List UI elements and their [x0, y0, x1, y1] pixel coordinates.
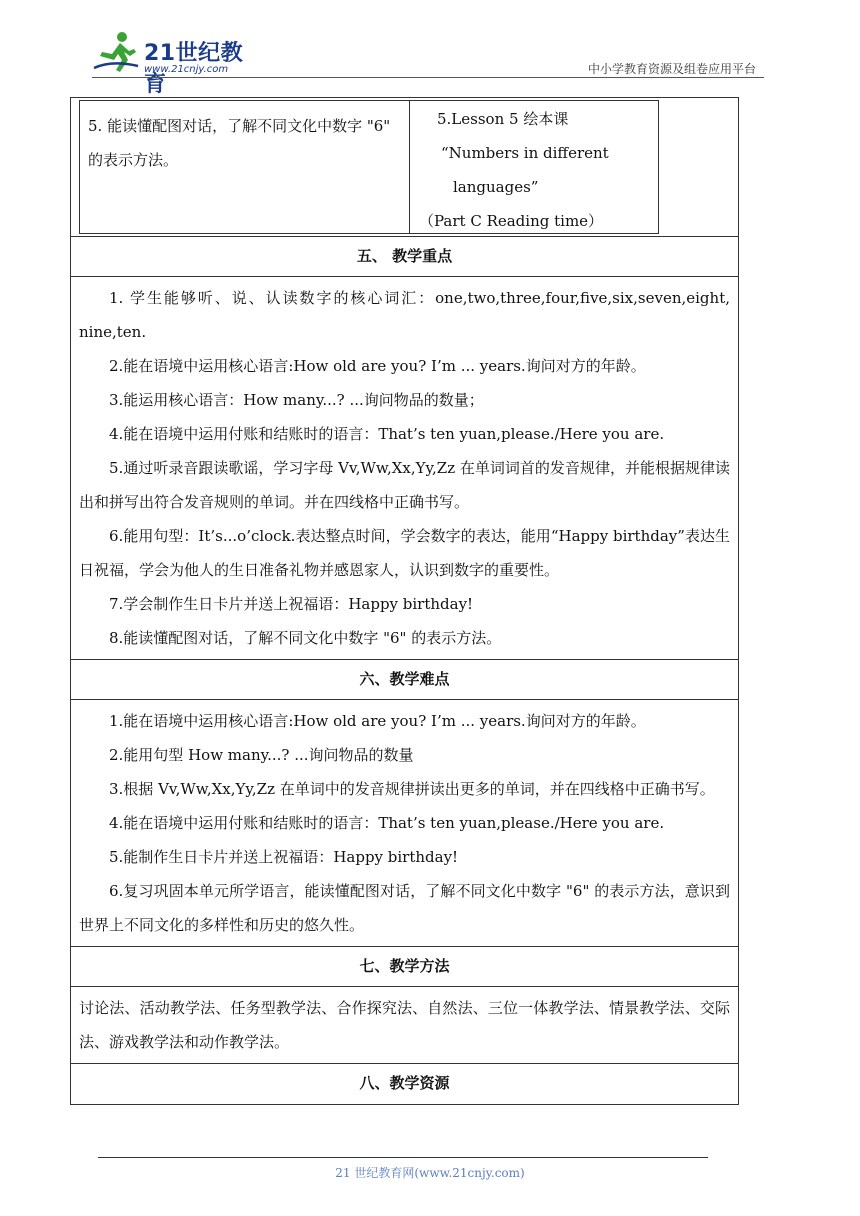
- footer-divider: [98, 1157, 708, 1158]
- logo-url: www.21cnjy.com: [144, 64, 229, 75]
- difficulty-item: 4.能在语境中运用付账和结账时的语言：That’s ten yuan,please./Here you are.: [109, 814, 665, 832]
- difficulty-item: 2.能用句型 How many...? ...询问物品的数量: [109, 746, 414, 764]
- key-point-item: 4.能在语境中运用付账和结账时的语言：That’s ten yuan,please./Here you are.: [109, 425, 665, 443]
- key-point-item: 5.通过听录音跟读歌谣，学习字母 Vv,Ww,Xx,Yy,Zz 在单词词首的发音规律，并能根据规律读出和拼写出符合发音规则的单词。并在四线格中正确书写。: [79, 459, 730, 511]
- section-heading-resources: 八、教学资源: [359, 1074, 450, 1092]
- footer-text[interactable]: 21 世纪教育网(www.21cnjy.com): [335, 1166, 525, 1180]
- key-point-item: 7.学会制作生日卡片并送上祝福语：Happy birthday!: [109, 595, 474, 613]
- section-key-points: [71, 277, 738, 660]
- lesson-plan-table: [70, 97, 739, 1105]
- section-heading-difficulties: 六、教学难点: [71, 660, 738, 700]
- lesson-title-cell: [411, 101, 658, 234]
- lesson-row: [71, 98, 738, 237]
- key-point-item: 1. 学生能够听、说、认读数字的核心词汇：one,two,three,four,five,six,seven,eight, nine,ten.: [79, 289, 730, 341]
- runner-icon: [92, 30, 142, 74]
- key-point-item: 2.能在语境中运用核心语言:How old are you? I’m ... years.询问对方的年龄。: [109, 357, 646, 375]
- key-point-item: 8.能读懂配图对话，了解不同文化中数字 "6" 的表示方法。: [109, 629, 502, 647]
- header-divider: [92, 77, 764, 78]
- lesson-inner-table: [79, 100, 659, 234]
- page-header: [0, 0, 860, 97]
- lesson-title-line: （Part C Reading time）: [419, 212, 604, 230]
- difficulty-item: 5.能制作生日卡片并送上祝福语：Happy birthday!: [109, 848, 459, 866]
- difficulty-item: 6.复习巩固本单元所学语言，能读懂配图对话，了解不同文化中数字 "6" 的表示方法，意识到世界上不同文化的多样性和历史的悠久性。: [79, 882, 730, 934]
- lesson-title-line: “Numbers in different: [441, 144, 609, 162]
- key-point-item: 3.能运用核心语言：How many...? ...询问物品的数量；: [109, 391, 484, 409]
- section-heading-key-points: 五、 教学重点: [71, 237, 738, 277]
- section-difficulties: [71, 700, 738, 947]
- difficulty-item: 3.根据 Vv,Ww,Xx,Yy,Zz 在单词中的发音规律拼读出更多的单词，并在四线格中正确书写。: [109, 780, 715, 798]
- platform-title: 中小学教育资源及组卷应用平台: [587, 62, 756, 76]
- lesson-title-line: languages”: [453, 178, 539, 196]
- section-methods: [71, 987, 738, 1064]
- site-logo[interactable]: [92, 30, 262, 97]
- methods-text: 讨论法、活动教学法、任务型教学法、合作探究法、自然法、三位一体教学法、情景教学法、交际法、游戏教学法和动作教学法。: [79, 999, 730, 1051]
- difficulty-item: 1.能在语境中运用核心语言:How old are you? I’m ... years.询问对方的年龄。: [109, 712, 646, 730]
- lesson-title-line: 5.Lesson 5 绘本课: [437, 110, 569, 128]
- lesson-goal-cell: 5. 能读懂配图对话，了解不同文化中数字 "6" 的表示方法。: [80, 101, 410, 233]
- section-heading-methods: 七、教学方法: [71, 947, 738, 987]
- logo-text: 21世纪教育: [144, 41, 244, 97]
- key-point-item: 6.能用句型：It’s...o’clock.表达整点时间，学会数字的表达，能用“Happy birthday”表达生日祝福，学会为他人的生日准备礼物并感恩家人，认识到数字的重要性。: [79, 527, 730, 579]
